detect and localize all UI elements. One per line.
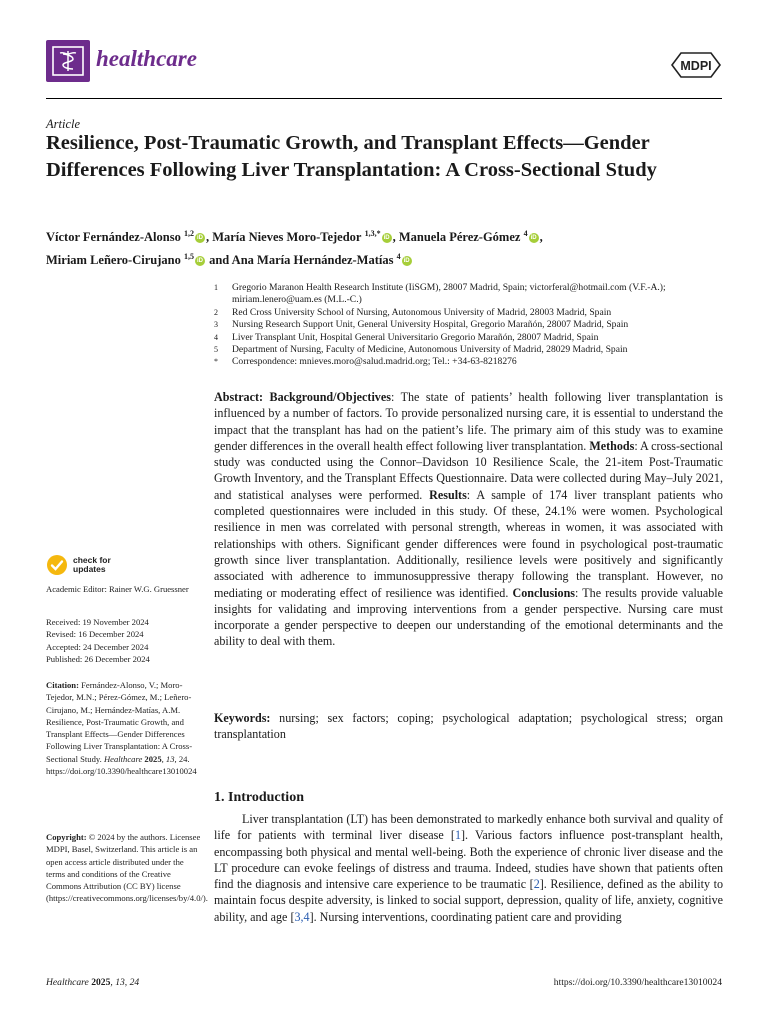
abstract-bg-text: : The state of patients’ health following liver transplantation is influenced by a number of factors. To provide personalized nursing care, it is essential to understand the impact that the transplant has had on the patient’s life. The primary aim of this study was to examine gender differences in the overall health effect following liver transplantation. [214, 390, 723, 453]
copyright-label: Copyright: [46, 832, 87, 842]
date-revised: Revised: 16 December 2024 [46, 629, 144, 640]
keywords-text: nursing; sex factors; coping; psychological adaptation; psychological stress; organ transplantation [214, 711, 723, 742]
orcid-icon[interactable]: iD [196, 235, 203, 242]
affiliation-num: 5 [214, 345, 218, 355]
affiliation-num: * [214, 357, 218, 367]
publication-dates [46, 616, 201, 665]
citation-volume: , 13 [161, 753, 175, 764]
author-separator: , [539, 230, 543, 245]
affiliation-text: Gregorio Maranon Health Research Institute (IiSGM), 28007 Madrid, Spain; victorferal@hotmail.com (V.F.-A.); miriam.lenero@uam.es (M.L.-C.) [232, 282, 666, 306]
affiliation-num: 2 [214, 307, 218, 317]
mdpi-logo[interactable] [668, 50, 724, 85]
journal-name[interactable]: healthcare [96, 46, 197, 71]
article-title: Resilience, Post-Traumatic Growth, and Transplant Effects—Gender Differences Following Liver Transplantation: A Cross-Sectional Study [46, 132, 657, 181]
affiliation-item [214, 344, 726, 356]
abstract-methods-label: Methods [589, 438, 635, 453]
footer-doi[interactable]: https://doi.org/10.3390/healthcare13010024 [553, 977, 722, 988]
abstract-results-text: : A sample of 174 liver transplant patients who completed questionnaires were included in this study. Of these, 24.1% were women. Psychological resilience in men was correlated with personal strength, whereas in women, it was associated with relationships with others. Significant gender differences were found in psychological post-traumatic growth since liver transplantation. Additionally, resilience levels were positively and significantly associated with adherence to immunosuppressive therapy following the transplant. However, no mediating or moderating effect of resilience was identified. [214, 487, 723, 600]
author-separator: and [209, 253, 230, 268]
author-affil-sup: 1,3,* [364, 229, 381, 238]
check-for-updates-badge[interactable] [46, 554, 111, 576]
citation-doi[interactable]: , 24. https://doi.org/10.3390/healthcare13010024 [46, 753, 197, 777]
affiliation-text: Liver Transplant Unit, Hospital General Universitario Gregorio Marañón, 28007 Madrid, Spain [232, 331, 599, 343]
journal-logo[interactable] [46, 40, 90, 82]
affiliation-num: 3 [214, 320, 218, 330]
intro-text: ]. Resilience, defined as the ability to maintain focus despite adversity, is linked to social support, depression, quality of life, anxiety, cognitive ability, and age [ [214, 877, 723, 924]
abstract-methods-text: : A cross-sectional study was conducted using the Connor–Davidson 10 Resilience Scale, the 21-item Post-Traumatic Growth Inventory, and the Transplant Effects Questionnaire. Data were collected during May–July 2021, and statistical analyses were performed. [214, 438, 724, 502]
academic-editor: Academic Editor: Rainer W.G. Gruessner [46, 584, 189, 594]
author-name[interactable]: Manuela Pérez-Gómez [398, 230, 521, 245]
article-type: Article [46, 117, 81, 131]
header-divider [46, 98, 722, 99]
intro-text: ]. Various factors influence post-transplant health, encompassing both physical and mental well-being. Both the experience of chronic liver disease and the LT procedure can evoke feelings of distress and trauma. Indeed, studies have shown that patients often find the diagnosis and intensive care experience to be traumatic [ [214, 828, 723, 892]
abstract-conclusions-text: : The results provide valuable insights for validating and improving interventions from a gender perspective. Nursing care must incorporate a gender perspective to deepen our understanding of the emotional determinants and the ability to deal with them. [214, 585, 723, 649]
section-heading: 1. Introduction [214, 790, 304, 805]
author-name[interactable]: Miriam Leñero-Cirujano [46, 253, 181, 268]
date-received: Received: 19 November 2024 [46, 617, 149, 627]
reference-link[interactable]: 3,4 [294, 909, 310, 924]
orcid-icon[interactable]: iD [530, 235, 537, 242]
affiliation-num: 1 [214, 283, 218, 292]
footer-year: 2025 [88, 977, 111, 988]
abstract [214, 389, 723, 650]
affiliation-num: 4 [214, 332, 218, 342]
affiliation-item [214, 282, 726, 307]
date-accepted: Accepted: 24 December 2024 [46, 641, 149, 652]
author-affil-sup: 4 [523, 229, 528, 238]
reference-link[interactable]: 1 [454, 828, 461, 843]
affiliation-text: Nursing Research Support Unit, General University Hospital, Gregorio Marañón, 28007 Madrid, Spain [232, 319, 629, 331]
check-updates-line1: check for [73, 554, 111, 565]
abstract-label: Abstract: [214, 390, 264, 404]
orcid-icon[interactable]: iD [383, 235, 390, 242]
author-list [46, 224, 726, 270]
date-published: Published: 26 December 2024 [46, 653, 150, 664]
affiliations [214, 282, 726, 369]
orcid-icon[interactable]: iD [196, 258, 203, 265]
affiliation-item [214, 332, 726, 344]
author-separator: , [205, 230, 210, 245]
affiliation-item [214, 319, 726, 331]
footer-volume: , 13, 24 [110, 977, 140, 988]
correspondence [214, 356, 726, 368]
reference-link[interactable]: 2 [533, 877, 540, 892]
mdpi-logo-text: MDPI [680, 59, 712, 73]
footer-citation [46, 977, 139, 988]
orcid-icon[interactable]: iD [403, 258, 410, 265]
affiliation-text: Red Cross University School of Nursing, Autonomous University of Madrid, 28003 Madrid, Spain [232, 306, 612, 318]
intro-text: Liver transplantation (LT) has been demonstrated to markedly enhance both survival and quality of life for patients with terminal liver disease [ [214, 812, 723, 843]
citation-label: Citation: [46, 680, 79, 690]
citation [46, 679, 201, 777]
author-affil-sup: 4 [396, 252, 401, 262]
check-updates-icon [46, 554, 68, 576]
author-name[interactable]: María Nieves Moro-Tejedor [212, 230, 362, 245]
citation-journal: Healthcare [103, 753, 143, 764]
affiliation-item [214, 307, 726, 319]
author-affil-sup: 1,5 [183, 252, 194, 262]
copyright-text: © 2024 by the authors. Licensee MDPI, Basel, Switzerland. This article is an open access article distributed under the terms and conditions of the Creative Commons Attribution (CC BY) license (https://creativecommons.org/licenses/by/4.0/). [46, 832, 208, 904]
correspondence-text[interactable]: Correspondence: mnieves.moro@salud.madrid.org; Tel.: +34-63-8218276 [232, 356, 517, 368]
intro-text: ]. Nursing interventions, coordinating patient care and providing [309, 909, 622, 924]
footer-journal: Healthcare [46, 977, 89, 988]
abstract-results-label: Results [429, 487, 467, 502]
abstract-conclusions-label: Conclusions [512, 585, 576, 600]
author-affil-sup: 1,2 [183, 229, 194, 238]
copyright-notice [46, 831, 208, 905]
affiliation-text: Department of Nursing, Faculty of Medicine, Autonomous University of Madrid, 28029 Madrid, Spain [232, 344, 628, 356]
citation-year: 2025 [142, 753, 162, 764]
check-updates-text [73, 556, 111, 575]
abstract-bg-label: Background/Objectives [269, 390, 391, 404]
author-name[interactable]: Víctor Fernández-Alonso [46, 230, 181, 245]
keywords-label: Keywords: [214, 711, 271, 725]
citation-text: Fernández-Alonso, V.; Moro-Tejedor, M.N.; Pérez-Gómez, M.; Leñero-Cirujano, M.; Hernández-Matías, A.M. Resilience, Post-Traumatic Growth, and Transplant Effects—Gender Differences Following Liver Transplantation: A Cross-Sectional Study. [46, 680, 193, 764]
author-name[interactable]: Ana María Hernández-Matías [231, 253, 394, 268]
intro-paragraph [214, 811, 723, 925]
author-separator: , [392, 230, 396, 245]
keywords [214, 710, 723, 743]
check-updates-line2: updates [73, 564, 106, 574]
